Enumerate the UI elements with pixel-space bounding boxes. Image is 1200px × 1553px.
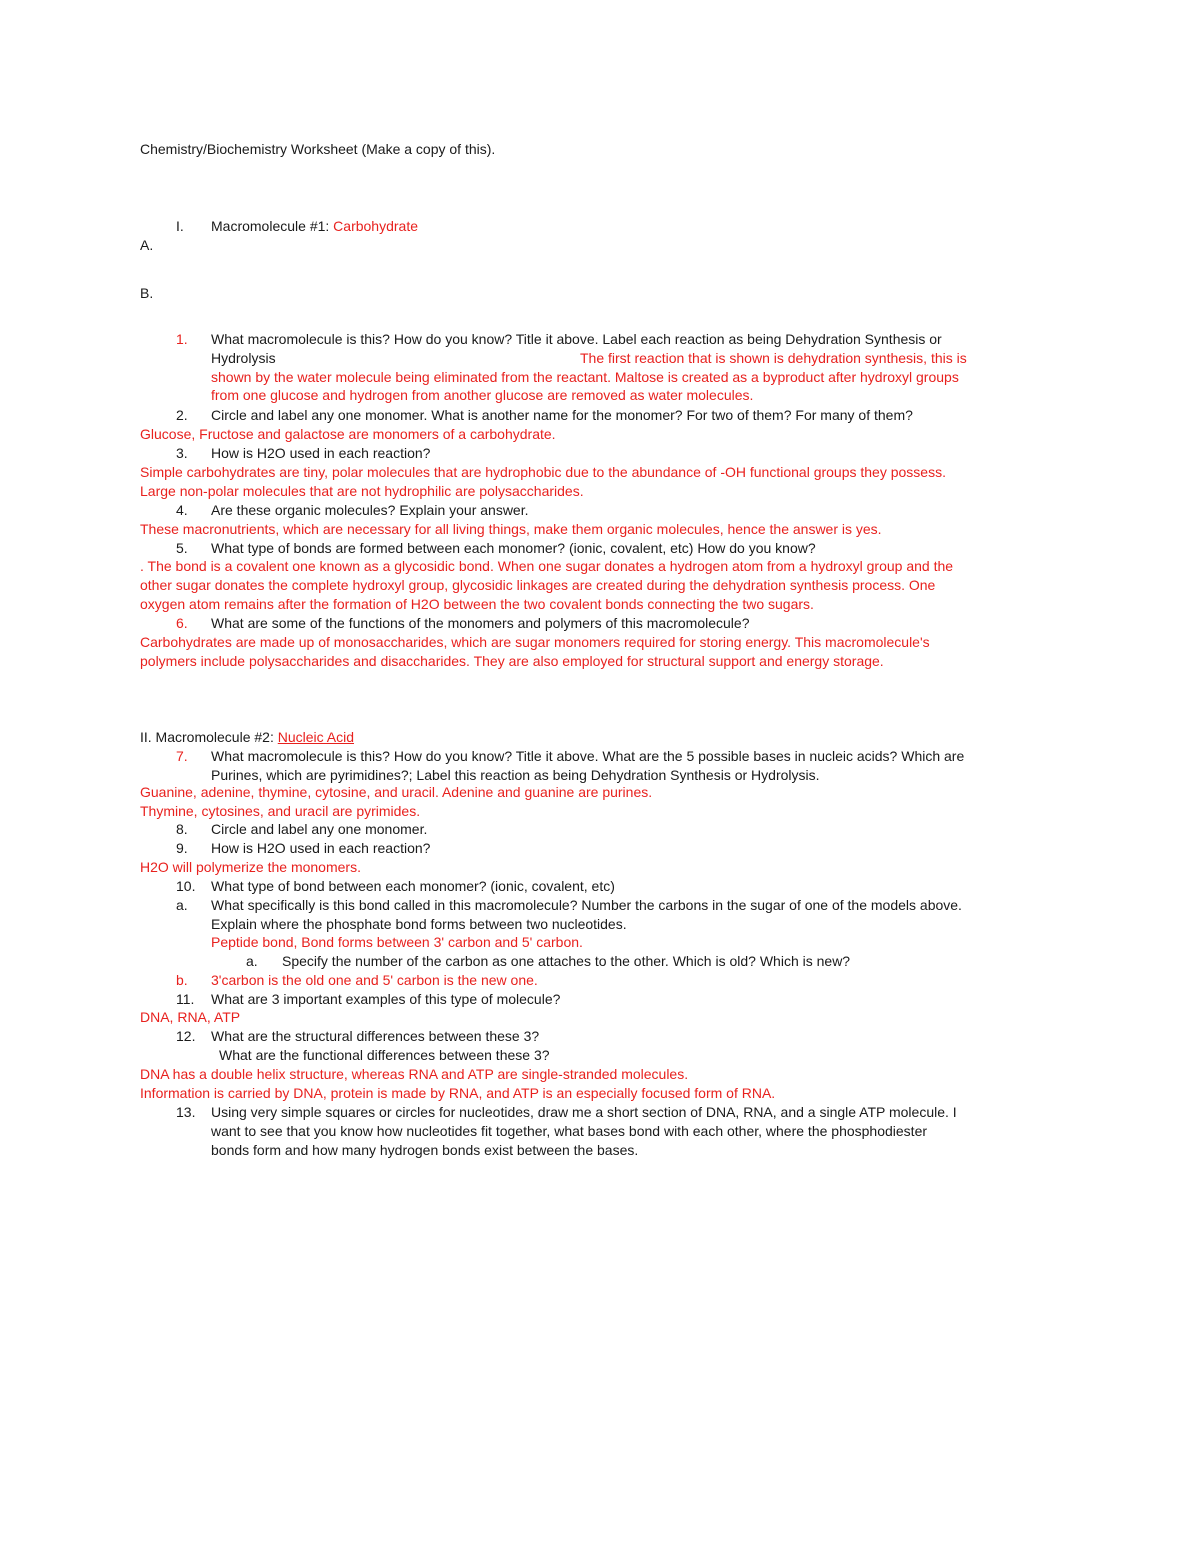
q13-text-line3: bonds form and how many hydrogen bonds exist between the bases. [211, 1142, 639, 1158]
q9-number: 9. [176, 840, 188, 856]
q10a-text-line2: Explain where the phosphate bond forms between two nucleotides. [211, 916, 627, 932]
q1-text-line1: What macromolecule is this? How do you know? Title it above. Label each reaction as being Dehydration Synthesis or [211, 331, 942, 347]
q10a-answer: Peptide bond, Bond forms between 3' carbon and 5' carbon. [211, 934, 583, 950]
section-1-label: Macromolecule #1: [211, 218, 334, 234]
q10b-answer: 3'carbon is the old one and 5' carbon is the new one. [211, 972, 538, 988]
section-1-answer: Carbohydrate [333, 218, 418, 234]
q1-number: 1. [176, 331, 188, 347]
q4-text: Are these organic molecules? Explain your answer. [211, 502, 529, 518]
section-2-label: II. Macromolecule #2: [140, 729, 278, 745]
q10a-sub-text: Specify the number of the carbon as one attaches to the other. Which is old? Which is new? [282, 953, 851, 969]
q2-text: Circle and label any one monomer. What is another name for the monomer? For two of them? For many of them? [211, 407, 913, 423]
q6-answer-line1: Carbohydrates are made up of monosaccharides, which are sugar monomers required for storing energy. This macromolecule's [140, 634, 930, 650]
q4-answer: These macronutrients, which are necessary for all living things, make them organic molecules, hence the answer is yes. [140, 521, 882, 537]
q5-text: What type of bonds are formed between each monomer? (ionic, covalent, etc) How do you know? [211, 540, 816, 556]
q8-text: Circle and label any one monomer. [211, 821, 428, 837]
q10a-text-line1: What specifically is this bond called in this macromolecule? Number the carbons in the sugar of one of the models above. [211, 897, 962, 913]
q10-text: What type of bond between each monomer? (ionic, covalent, etc) [211, 878, 615, 894]
document-title: Chemistry/Biochemistry Worksheet (Make a copy of this). [140, 141, 496, 157]
q5-answer-line3: oxygen atom remains after the formation of H2O between the two covalent bonds connecting the two sugars. [140, 596, 814, 612]
q13-text-line1: Using very simple squares or circles for nucleotides, draw me a short section of DNA, RNA, and a single ATP molecule. I [211, 1104, 957, 1120]
q12-answer-line1: DNA has a double helix structure, whereas RNA and ATP are single-stranded molecules. [140, 1066, 689, 1082]
q2-number: 2. [176, 407, 188, 423]
q7-answer-line1: Guanine, adenine, thymine, cytosine, and uracil. Adenine and guanine are purines. [140, 784, 653, 800]
q11-number: 11. [176, 991, 195, 1007]
q10-number: 10. [176, 878, 196, 894]
q9-answer: H2O will polymerize the monomers. [140, 859, 361, 875]
q1-answer-line3: from one glucose and hydrogen from another glucose are removed as water molecules. [211, 387, 754, 403]
section-1-heading [211, 217, 418, 236]
q7-answer-line2: Thymine, cytosines, and uracil are pyrimides. [140, 803, 421, 819]
q12-number: 12. [176, 1028, 196, 1044]
q1-answer-line1: The first reaction that is shown is dehydration synthesis, this is [580, 350, 967, 366]
q3-text: How is H2O used in each reaction? [211, 445, 431, 461]
q1-text-line2: Hydrolysis [211, 350, 276, 366]
q7-text-line2: Purines, which are pyrimidines?; Label this reaction as being Dehydration Synthesis or Hydrolysis. [211, 767, 820, 783]
q13-number: 13. [176, 1104, 196, 1120]
q9-text: How is H2O used in each reaction? [211, 840, 431, 856]
q10a-number: a. [176, 897, 188, 913]
q10a-sub-number: a. [246, 953, 258, 969]
q11-answer: DNA, RNA, ATP [140, 1009, 241, 1025]
q3-number: 3. [176, 445, 188, 461]
q6-answer-line2: polymers include polysaccharides and disaccharides. They are also employed for structural support and energy storage. [140, 653, 884, 669]
q5-answer-line2: other sugar donates the complete hydroxyl group, glycosidic linkages are created during the dehydration synthesis process. One [140, 577, 936, 593]
q6-number: 6. [176, 615, 188, 631]
section-2-answer: Nucleic Acid [277, 729, 354, 745]
q7-text-line1: What macromolecule is this? How do you know? Title it above. What are the 5 possible bases in nucleic acids? Which are [211, 748, 965, 764]
q5-answer-line1: . The bond is a covalent one known as a glycosidic bond. When one sugar donates a hydrogen atom from a hydroxyl group and the [140, 558, 954, 574]
q8-number: 8. [176, 821, 188, 837]
q5-number: 5. [176, 540, 188, 556]
q10b-number: b. [176, 972, 188, 988]
q12-text-line2: What are the functional differences between these 3? [219, 1047, 550, 1063]
q3-answer-line2: Large non-polar molecules that are not hydrophilic are polysaccharides. [140, 483, 584, 499]
figure-label-b: B. [140, 285, 154, 301]
q12-answer-line2: Information is carried by DNA, protein is made by RNA, and ATP is an especially focused form of RNA. [140, 1085, 776, 1101]
q6-text: What are some of the functions of the monomers and polymers of this macromolecule? [211, 615, 750, 631]
section-1-number: I. [176, 218, 184, 234]
q11-text: What are 3 important examples of this type of molecule? [211, 991, 561, 1007]
q12-text-line1: What are the structural differences between these 3? [211, 1028, 540, 1044]
section-2-heading [140, 728, 354, 747]
figure-label-a: A. [140, 237, 154, 253]
q13-text-line2: want to see that you know how nucleotides fit together, what bases bond with each other, where the phosphodiester [211, 1123, 928, 1139]
q2-answer: Glucose, Fructose and galactose are monomers of a carbohydrate. [140, 426, 556, 442]
q1-answer-line2: shown by the water molecule being eliminated from the reactant. Maltose is created as a byproduct after hydroxyl groups [211, 369, 959, 385]
q7-number: 7. [176, 748, 188, 764]
q4-number: 4. [176, 502, 188, 518]
q3-answer-line1: Simple carbohydrates are tiny, polar molecules that are hydrophobic due to the abundance of -OH functional groups they possess. [140, 464, 946, 480]
